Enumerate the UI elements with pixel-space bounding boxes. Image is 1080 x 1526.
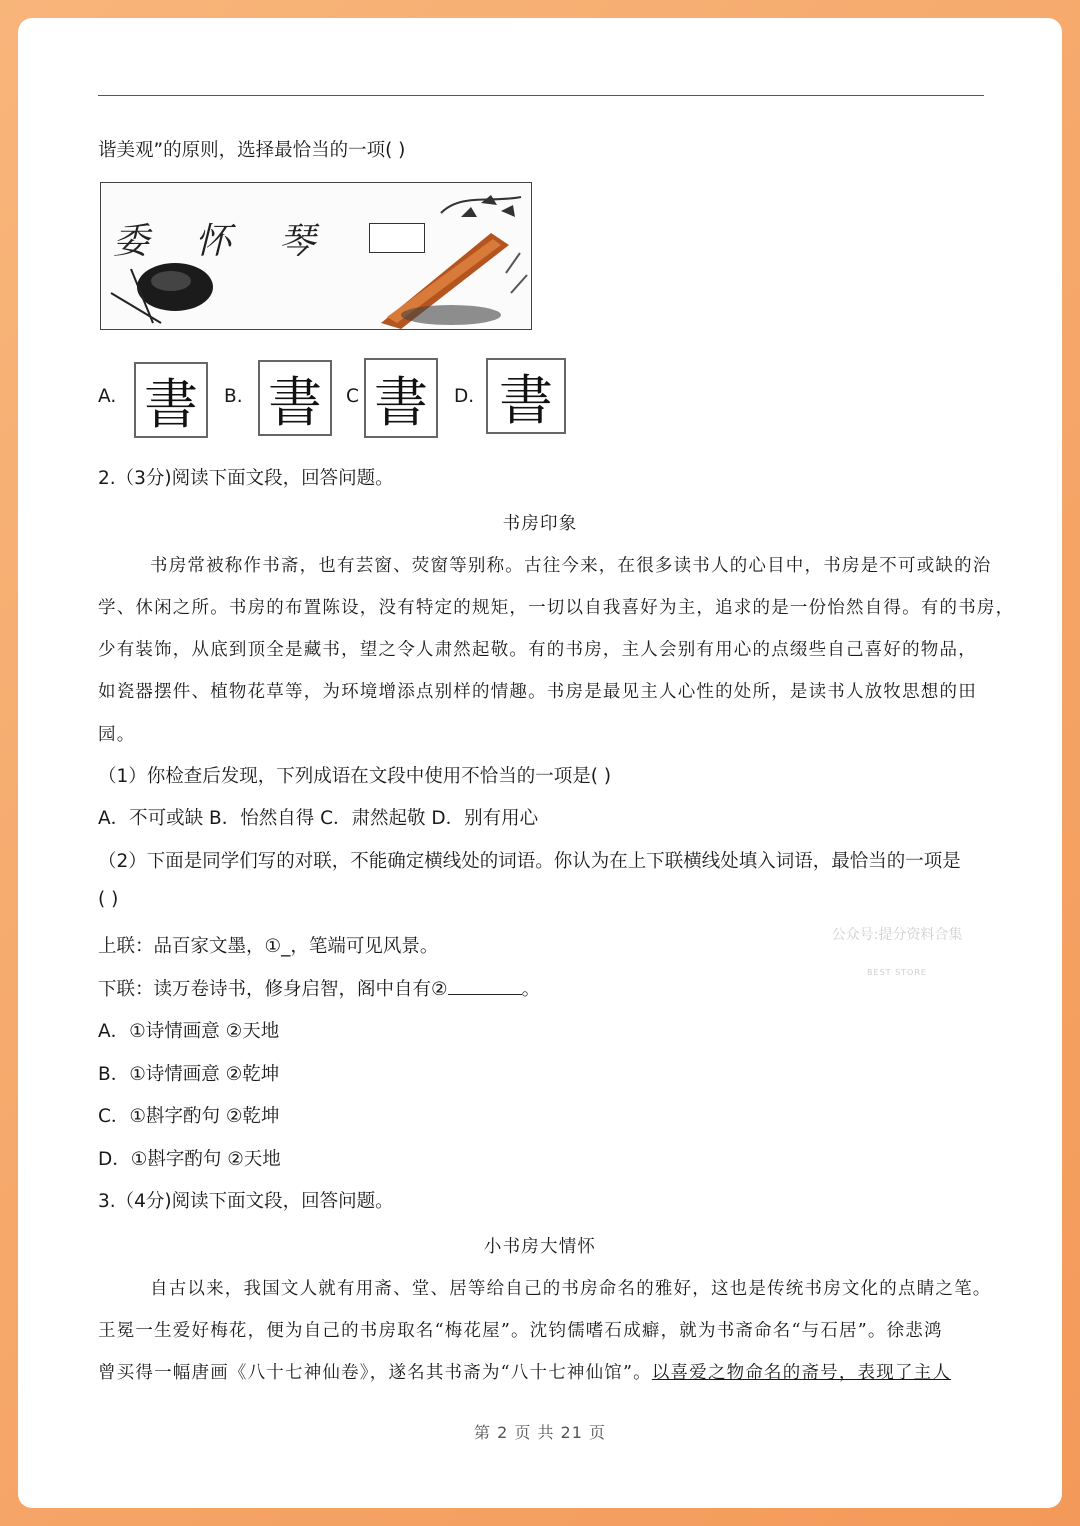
q2-passage-line-5: 园。 (98, 725, 136, 745)
couplet-lower-suffix: 。 (521, 979, 541, 1000)
option-a-glyph[interactable]: 書 (134, 362, 208, 438)
page-footer: 第 2 页 共 21 页 (474, 1423, 606, 1442)
choice-c: C．①斟字酌句 ②乾坤 (98, 1106, 280, 1127)
q3-header: 3.（4分)阅读下面文段，回答问题。 (98, 1191, 394, 1212)
q2-passage-line-4: 如瓷器摆件、植物花草等，为环境增添点别样的情趣。书房是最见主人心性的处所，是读书人放牧思想的田 (98, 682, 977, 702)
couplet-lower-prefix: 下联：读万卷诗书，修身启智，阁中自有② (98, 979, 448, 1000)
choice-a: A．①诗情画意 ②天地 (98, 1021, 280, 1042)
q2-passage-line-1: 书房常被称作书斋，也有芸窗、荧窗等别称。古往今来，在很多读书人的心目中，书房是不可或缺的治 (150, 556, 992, 576)
q2-sub1: （1）你检查后发现，下列成语在文段中使用不恰当的一项是( ) (98, 766, 612, 787)
q1-prompt-tail: 谐美观”的原则，选择最恰当的一项( ) (98, 140, 406, 161)
q3-passage-line-3 (98, 1359, 951, 1384)
q2-passage-title: 书房印象 (502, 514, 578, 534)
q2-sub2: （2）下面是同学们写的对联，不能确定横线处的词语。你认为在上下联横线处填入词语，最恰当的一项是 (98, 851, 961, 872)
q3-passage-title: 小书房大情怀 (483, 1237, 597, 1257)
option-c-glyph[interactable]: 書 (364, 358, 438, 438)
q1-banner-image (100, 182, 532, 330)
q3-line3-underlined: 以喜爱之物命名的斋号，表现了主人 (651, 1363, 952, 1383)
q3-line3-plain: 曾买得一幅唐画《八十七神仙卷》，遂名其书斋为“八十七神仙馆”。 (98, 1363, 652, 1383)
header-rule (98, 95, 984, 96)
option-c-letter: C (346, 386, 359, 407)
option-d-letter: D. (454, 386, 475, 407)
option-a-letter: A. (98, 386, 117, 407)
watermark-text: 公众号:提分资料合集 (831, 927, 963, 943)
watermark-sub: BEST STORE (867, 968, 927, 977)
q3-passage-line-1: 自古以来，我国文人就有用斋、堂、居等给自己的书房命名的雅好，这也是传统书房文化的点睛之笔。 (150, 1279, 992, 1299)
banner-char-3: 琴 (279, 221, 316, 262)
couplet-upper: 上联：品百家文墨，①_，笔端可见风景。 (98, 936, 439, 957)
option-d-glyph[interactable]: 書 (486, 358, 566, 434)
watermark (810, 914, 984, 994)
q2-header: 2.（3分)阅读下面文段，回答问题。 (98, 468, 394, 489)
banner-char-2: 怀 (195, 221, 232, 262)
option-b-letter: B. (224, 386, 243, 407)
q1-options (98, 358, 598, 438)
q2-sub2-paren: ( ) (98, 889, 119, 910)
q2-sub1-options: A．不可或缺 B．怡然自得 C．肃然起敬 D．别有用心 (98, 808, 539, 829)
banner-illustration (101, 183, 531, 329)
couplet-blank (448, 978, 522, 995)
q3-passage-line-2: 王冕一生爱好梅花，便为自己的书房取名“梅花屋”。沈钧儒嗜石成癖，就为书斋命名“与石居”。徐悲鸿 (98, 1321, 943, 1341)
choice-d: D．①斟字酌句 ②天地 (98, 1149, 281, 1170)
choice-b: B．①诗情画意 ②乾坤 (98, 1064, 280, 1085)
couplet-lower (98, 975, 540, 1001)
option-b-glyph[interactable]: 書 (258, 360, 332, 436)
document-page (18, 18, 1062, 1508)
q2-passage-line-2: 学、休闲之所。书房的布置陈设，没有特定的规矩，一切以自我喜好为主，追求的是一份怡然自得。有的书房， (98, 598, 1015, 618)
banner-char-1: 委 (113, 221, 150, 262)
q2-passage-line-3: 少有装饰，从底到顶全是藏书，望之令人肃然起敬。有的书房，主人会别有用心的点缀些自己喜好的物品， (98, 640, 977, 660)
